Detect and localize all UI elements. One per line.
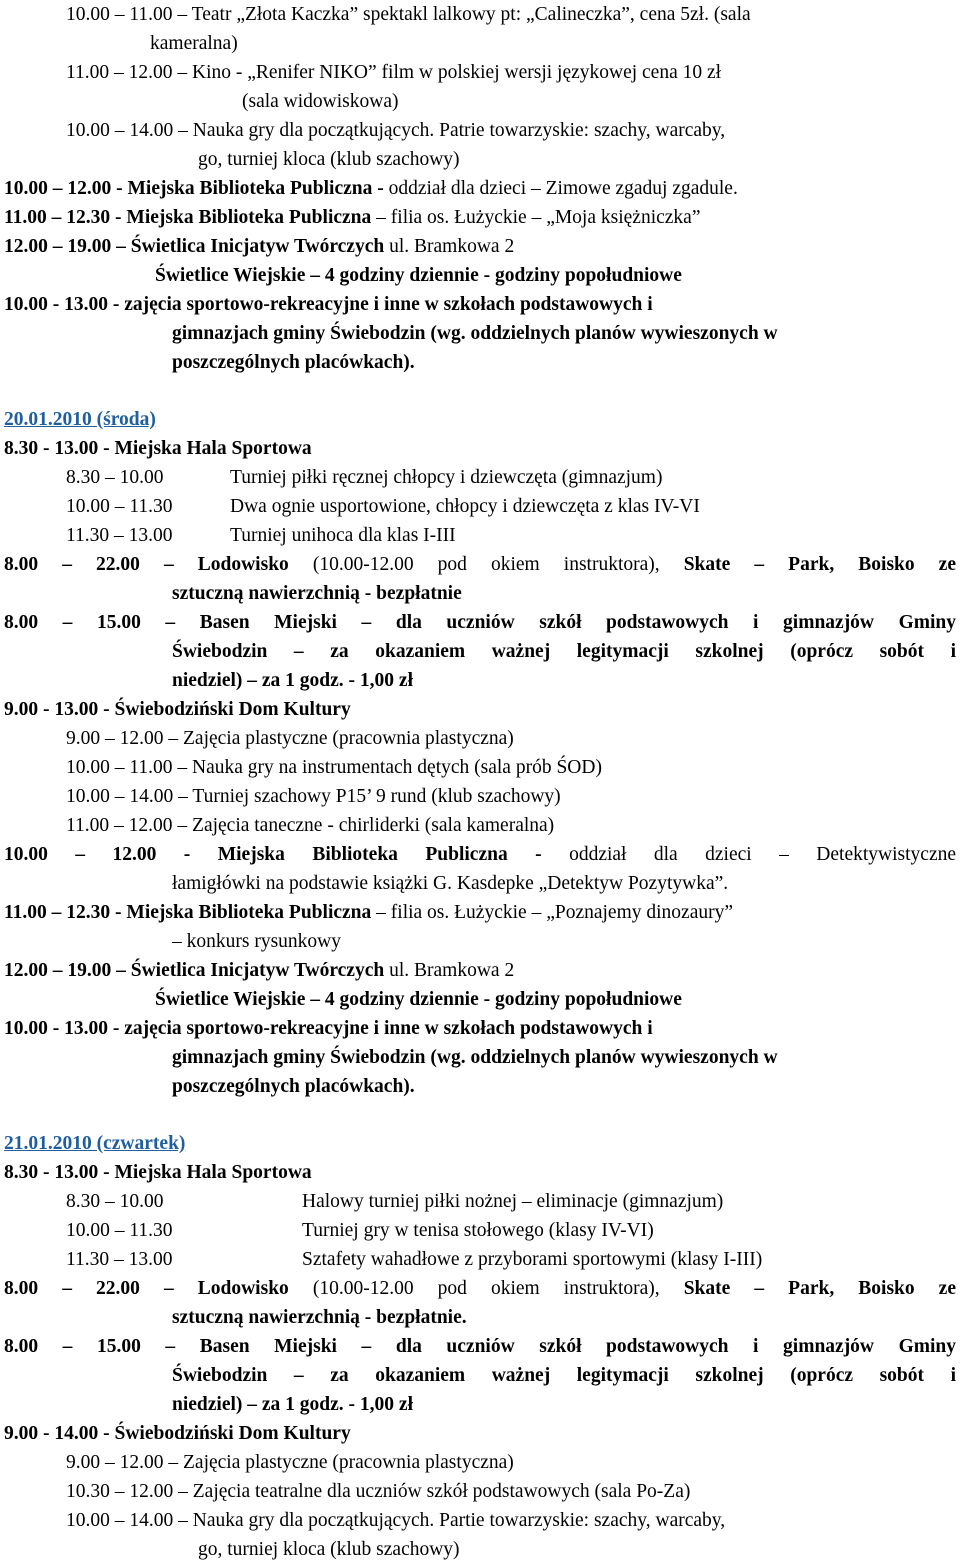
schedule-text: Halowy turniej piłki nożnej – eliminacje (gimnazjum) <box>302 1191 724 1212</box>
day-date-heading: 20.01.2010 (środa) <box>4 409 156 430</box>
venue-name: Świetlica Inicjatyw Twórczych <box>130 960 385 981</box>
schedule-time: 10.00 – 11.30 <box>66 496 173 517</box>
schedule-time: 10.00 – 11.30 <box>66 1220 173 1241</box>
event-line: 10.00 - 13.00 - zajęcia sportowo-rekreacyjne i inne w szkołach podstawowych i <box>4 294 653 315</box>
venue-name: 8.00 – 22.00 – Lodowisko <box>4 1278 289 1299</box>
venue-heading: Świetlice Wiejskie – 4 godziny dziennie - godziny popołudniowe <box>155 989 682 1010</box>
event-line-cont: niedziel) – za 1 godz. - 1,00 zł <box>172 1394 413 1415</box>
schedule-time: 11.30 – 13.00 <box>66 525 173 546</box>
schedule-text: Sztafety wahadłowe z przyborami sportowymi (klasy I-III) <box>302 1249 763 1270</box>
event-line <box>4 840 956 869</box>
day-date-heading: 21.01.2010 (czwartek) <box>4 1133 186 1154</box>
event-line <box>4 232 514 261</box>
venue-name: Skate – Park, Boisko ze <box>683 1278 956 1299</box>
event-line: 10.00 – 14.00 – Nauka gry dla początkujących. Patrie towarzyskie: szachy, warcaby, <box>66 120 726 141</box>
event-desc: (10.00-12.00 pod okiem instruktora), <box>312 1278 660 1299</box>
event-time: 12.00 – 19.00 – <box>4 236 131 257</box>
venue-heading: 8.30 - 13.00 - Miejska Hala Sportowa <box>4 438 312 459</box>
venue-name: 8.00 – 22.00 – Lodowisko <box>4 554 289 575</box>
event-desc: oddział dla dzieci – Detektywistyczne <box>569 844 957 865</box>
event-line <box>4 1274 956 1303</box>
schedule-item: 9.00 – 12.00 – Zajęcia plastyczne (pracownia plastyczna) <box>66 728 514 749</box>
schedule-time: 8.30 – 10.00 <box>66 1191 164 1212</box>
event-time: 12.00 – 19.00 – <box>4 960 131 981</box>
event-line-cont: niedziel) – za 1 godz. - 1,00 zł <box>172 670 413 691</box>
event-time: 10.00 – 12.00 - <box>4 178 128 199</box>
event-desc: ul. Bramkowa 2 <box>384 960 515 981</box>
venue-name: Skate – Park, Boisko ze <box>683 554 956 575</box>
event-desc: – filia os. Łużyckie – „Moja księżniczka” <box>371 207 701 228</box>
event-line-cont: – konkurs rysunkowy <box>172 931 341 952</box>
schedule-item: 10.00 – 14.00 – Turniej szachowy P15’ 9 rund (klub szachowy) <box>66 786 561 807</box>
venue-name: Miejska Biblioteka Publiczna <box>126 207 372 228</box>
event-line-cont: kameralna) <box>150 33 238 54</box>
event-line-cont: gimnazjach gminy Świebodzin (wg. oddzielnych planów wywieszonych w <box>172 323 778 344</box>
schedule-text: Turniej gry w tenisa stołowego (klasy IV-VI) <box>302 1220 654 1241</box>
event-line: 10.00 – 11.00 – Teatr „Złota Kaczka” spektakl lalkowy pt: „Calineczka”, cena 5zł. (sala <box>66 4 751 25</box>
venue-name: Miejska Biblioteka Publiczna <box>126 902 372 923</box>
event-line-cont: sztuczną nawierzchnią - bezpłatnie <box>172 583 462 604</box>
schedule-time: 11.30 – 13.00 <box>66 1249 173 1270</box>
venue-heading: Świetlice Wiejskie – 4 godziny dziennie - godziny popołudniowe <box>155 265 682 286</box>
event-line-cont: Świebodzin – za okazaniem ważnej legitymacji szkolnej (oprócz sobót i <box>172 641 956 662</box>
event-time: 10.00 – 12.00 - <box>4 844 218 865</box>
event-line: 8.00 – 15.00 – Basen Miejski – dla uczniów szkół podstawowych i gimnazjów Gminy <box>4 612 956 633</box>
venue-name: Świetlica Inicjatyw Twórczych <box>130 236 385 257</box>
schedule-item: 10.00 – 11.00 – Nauka gry na instrumentach dętych (sala prób ŚOD) <box>66 757 602 778</box>
schedule-time: 8.30 – 10.00 <box>66 467 164 488</box>
venue-name: Miejska Biblioteka Publiczna - <box>217 844 570 865</box>
venue-heading: 8.30 - 13.00 - Miejska Hala Sportowa <box>4 1162 312 1183</box>
event-line-cont: poszczególnych placówkach). <box>172 1076 415 1097</box>
event-line-cont: go, turniej kloca (klub szachowy) <box>198 1539 460 1560</box>
event-time: 11.00 – 12.30 - <box>4 902 127 923</box>
event-line-cont: gimnazjach gminy Świebodzin (wg. oddzielnych planów wywieszonych w <box>172 1047 778 1068</box>
event-line-cont: (sala widowiskowa) <box>242 91 399 112</box>
schedule-item: 9.00 – 12.00 – Zajęcia plastyczne (pracownia plastyczna) <box>66 1452 514 1473</box>
event-time: 11.00 – 12.30 - <box>4 207 127 228</box>
venue-heading: 9.00 - 13.00 - Świebodziński Dom Kultury <box>4 699 351 720</box>
event-line <box>4 203 701 232</box>
event-line <box>4 898 733 927</box>
schedule-item: 10.30 – 12.00 – Zajęcia teatralne dla uczniów szkół podstawowych (sala Po-Za) <box>66 1481 691 1502</box>
schedule-text: Turniej piłki ręcznej chłopcy i dziewczęta (gimnazjum) <box>230 467 663 488</box>
schedule-text: Dwa ognie usportowione, chłopcy i dziewczęta z klas IV-VI <box>230 496 700 517</box>
venue-name: Miejska Biblioteka Publiczna - <box>127 178 389 199</box>
schedule-item: 11.00 – 12.00 – Zajęcia taneczne - chirliderki (sala kameralna) <box>66 815 555 836</box>
schedule-item: 10.00 – 14.00 – Nauka gry dla początkujących. Partie towarzyskie: szachy, warcaby, <box>66 1510 726 1531</box>
event-line <box>4 550 956 579</box>
schedule-text: Turniej unihoca dla klas I-III <box>230 525 456 546</box>
event-desc: (10.00-12.00 pod okiem instruktora), <box>312 554 660 575</box>
event-desc: ul. Bramkowa 2 <box>384 236 515 257</box>
event-desc: – filia os. Łużyckie – „Poznajemy dinozaury” <box>371 902 733 923</box>
event-line-cont: poszczególnych placówkach). <box>172 352 415 373</box>
event-line <box>4 956 514 985</box>
event-line: 8.00 – 15.00 – Basen Miejski – dla uczniów szkół podstawowych i gimnazjów Gminy <box>4 1336 956 1357</box>
event-line-cont: łamigłówki na podstawie książki G. Kasdepke „Detektyw Pozytywka”. <box>172 873 729 894</box>
event-line: 10.00 - 13.00 - zajęcia sportowo-rekreacyjne i inne w szkołach podstawowych i <box>4 1018 653 1039</box>
event-line-cont: Świebodzin – za okazaniem ważnej legitymacji szkolnej (oprócz sobót i <box>172 1365 956 1386</box>
event-line-cont: go, turniej kloca (klub szachowy) <box>198 149 460 170</box>
event-desc: oddział dla dzieci – Zimowe zgaduj zgadule. <box>388 178 738 199</box>
event-line-cont: sztuczną nawierzchnią - bezpłatnie. <box>172 1307 467 1328</box>
event-line: 11.00 – 12.00 – Kino - „Renifer NIKO” film w polskiej wersji językowej cena 10 zł <box>66 62 722 83</box>
venue-heading: 9.00 - 14.00 - Świebodziński Dom Kultury <box>4 1423 351 1444</box>
event-line <box>4 174 738 203</box>
